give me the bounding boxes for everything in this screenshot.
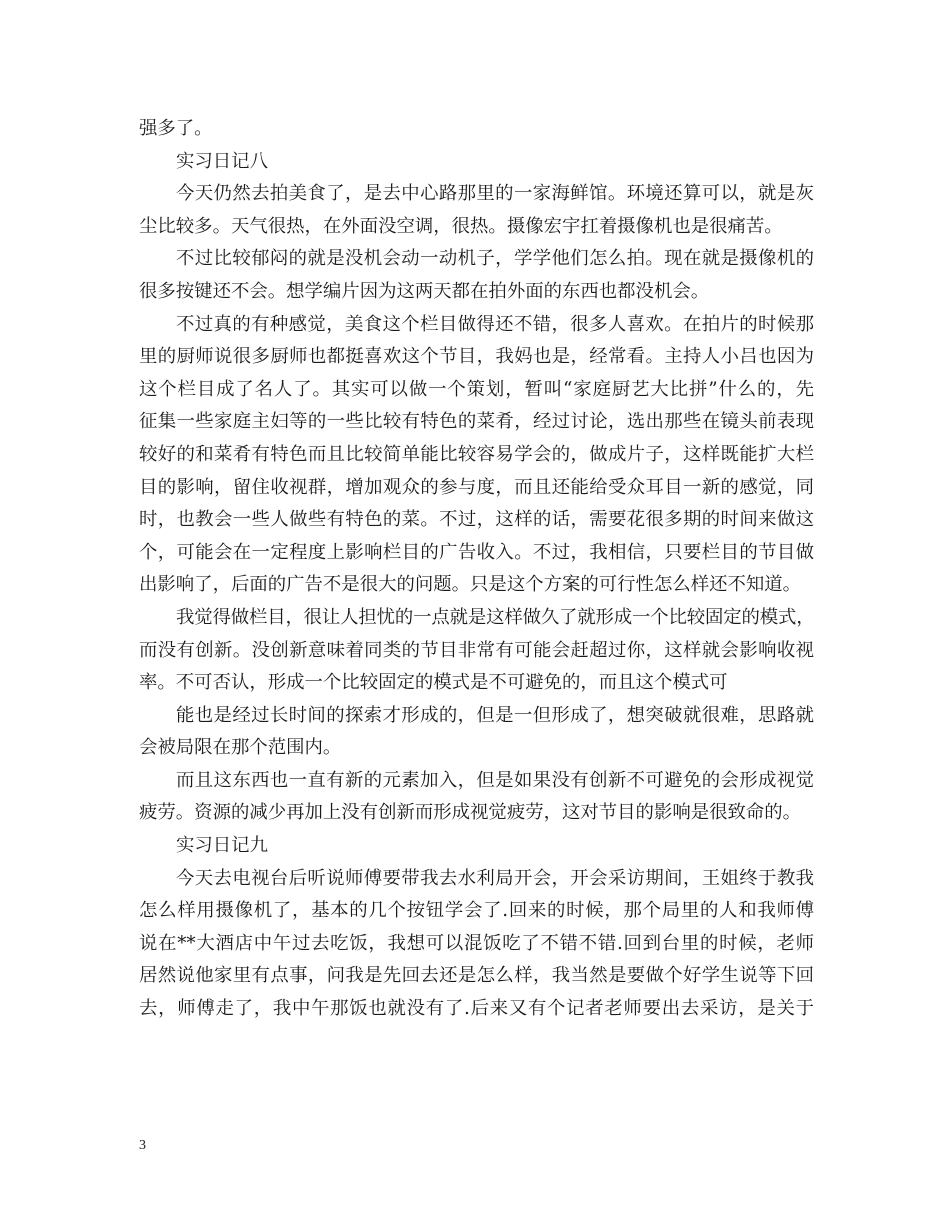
text-line: 实习日记九 — [176, 835, 268, 857]
document-body — [139, 113, 814, 1026]
text-line: 怎么样用摄像机了，基本的几个按钮学会了.回来的时候，那个局里的人和我师傅 — [139, 900, 814, 922]
text-line: 居然说他家里有点事，问我是先回去还是怎么样，我当然是要做个好学生说等下回 — [139, 965, 814, 987]
text-line: 个，可能会在一定程度上影响栏目的广告收入。不过，我相信，只要栏目的节目做 — [139, 541, 814, 563]
text-line: 出影响了，后面的广告不是很大的问题。只是这个方案的可行性怎么样还不知道。 — [139, 574, 802, 596]
text-line: 率。不可否认，形成一个比较固定的模式是不可避免的，而且这个模式可 — [139, 672, 728, 694]
text-line: 征集一些家庭主妇等的一些比较有特色的菜肴，经过讨论，选出那些在镜头前表现 — [139, 411, 814, 433]
text-line: 今天仍然去拍美食了，是去中心路那里的一家海鲜馆。环境还算可以，就是灰 — [176, 183, 814, 205]
text-line: 去，师傅走了，我中午那饭也就没有了.后来又有个记者老师要出去采访，是关于 — [139, 998, 814, 1020]
text-line: 我觉得做栏目，很让人担忧的一点就是这样做久了就形成一个比较固定的模式， — [176, 606, 814, 628]
text-line: 很多按键还不会。想学编片因为这两天都在拍外面的东西也都没机会。 — [139, 280, 710, 302]
text-line: 今天去电视台后听说师傅要带我去水利局开会，开会采访期间，王姐终于教我 — [176, 867, 814, 889]
text-line: 里的厨师说很多厨师也都挺喜欢这个节目，我妈也是，经常看。主持人小吕也因为 — [139, 346, 814, 368]
text-line: 时，也教会一些人做些有特色的菜。不过，这样的话，需要花很多期的时间来做这 — [139, 509, 814, 531]
text-line: 强多了。 — [139, 118, 213, 139]
text-line: 尘比较多。天气很热，在外面没空调，很热。摄像宏宇扛着摄像机也是很痛苦。 — [139, 215, 783, 237]
page-number: 3 — [139, 1138, 146, 1153]
text-line: 说在**大酒店中午过去吃饭，我想可以混饭吃了不错不错.回到台里的时候，老师 — [139, 932, 814, 954]
text-line: 而且这东西也一直有新的元素加入，但是如果没有创新不可避免的会形成视觉 — [176, 769, 814, 791]
text-line: 不过真的有种感觉，美食这个栏目做得还不错，很多人喜欢。在拍片的时候那 — [176, 313, 814, 335]
text-line: 而没有创新。没创新意味着同类的节目非常有可能会赶超过你，这样就会影响收视 — [139, 639, 814, 661]
text-line: 实习日记八 — [176, 150, 268, 172]
text-line: 这个栏目成了名人了。其实可以做一个策划，暂叫“家庭厨艺大比拼”什么的，先 — [139, 378, 814, 400]
text-line: 不过比较郁闷的就是没机会动一动机子，学学他们怎么拍。现在就是摄像机的 — [176, 248, 814, 270]
text-line: 能也是经过长时间的探索才形成的，但是一但形成了，想突破就很难，思路就 — [176, 704, 814, 726]
text-line: 较好的和菜肴有特色而且比较简单能比较容易学会的，做成片子，这样既能扩大栏 — [139, 443, 814, 465]
text-line: 目的影响，留住收视群，增加观众的参与度，而且还能给受众耳目一新的感觉，同 — [139, 476, 814, 498]
text-line: 会被局限在那个范围内。 — [139, 737, 342, 759]
text-line: 疲劳。资源的减少再加上没有创新而形成视觉疲劳，这对节目的影响是很致命的。 — [139, 802, 802, 824]
